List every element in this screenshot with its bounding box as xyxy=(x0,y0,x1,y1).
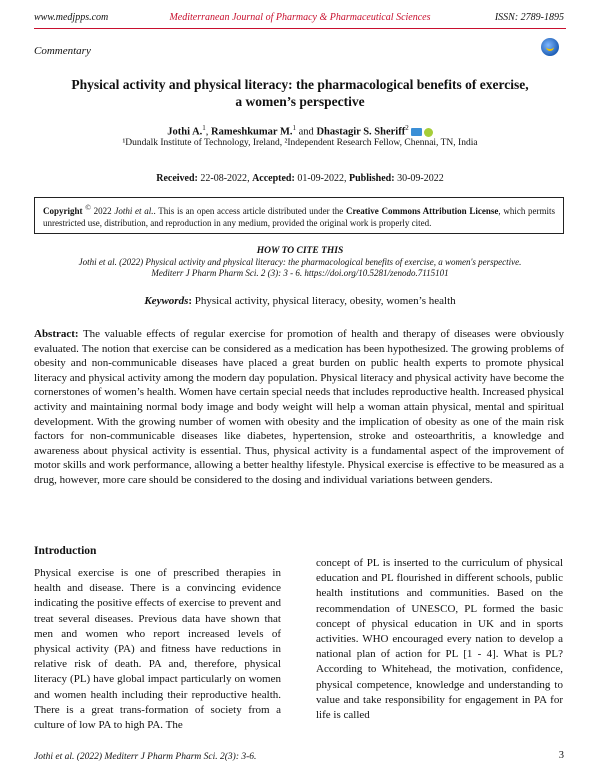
cite-text xyxy=(60,257,540,279)
introduction-heading: Introduction xyxy=(34,545,97,557)
keywords xyxy=(0,295,600,307)
author-1: Jothi A. xyxy=(167,126,203,138)
author-1-affil: 1 xyxy=(202,124,206,132)
accepted-date: 01-09-2022 xyxy=(297,173,344,184)
orcid-icon[interactable] xyxy=(424,128,433,137)
journal-logo-icon xyxy=(541,38,559,56)
introduction-left-column: Physical exercise is one of prescribed therapies in health and disease. There is a convincing evidence indicating the positive effects of exercise to prevent and treat several diseases. Previous data have shown that men and women who report increased levels of physical activity (PA) and fitness have reductions in relative risk of death. PA and, therefore, physical literacy (PL) have global impact particularly on women and women health including their reproductive health. There is a great trans-formation of society from a culture of low PA to high PA. The xyxy=(34,567,281,732)
keywords-text: Physical activity, physical literacy, obesity, women’s health xyxy=(194,295,456,307)
affiliations: ¹Dundalk Institute of Technology, Ireland, ²Independent Research Fellow, Chennai, TN, India xyxy=(122,138,478,148)
header-rule xyxy=(34,28,566,29)
author-2: Rameshkumar M. xyxy=(211,126,293,138)
title-line-2: a women’s perspective xyxy=(235,94,365,109)
abstract-label: Abstract: xyxy=(34,328,79,340)
article-title xyxy=(40,76,560,110)
author-list xyxy=(0,124,600,138)
copyright-year: 2022 xyxy=(93,206,112,216)
author-separator-1: , xyxy=(205,126,212,138)
cite-line-2[interactable]: Mediterr J Pharm Pharm Sci. 2 (3): 3 - 6. https://doi.org/10.5281/zenodo.7115101 xyxy=(151,268,449,278)
copyright-label: Copyright xyxy=(43,206,83,216)
email-icon[interactable] xyxy=(411,128,422,136)
journal-name: Mediterranean Journal of Pharmacy & Pharmaceutical Sciences xyxy=(169,12,431,23)
article-type: Commentary xyxy=(34,45,91,57)
abstract xyxy=(34,327,564,488)
page-number: 3 xyxy=(558,750,564,761)
abstract-text: The valuable effects of regular exercise for promotion of health and therapy of diseases were obviously evaluated. The notion that exercise can be considered as a medication has been hypothesized. The growing problems of obesity and non-communicable diseases have placed a great burden on public health experts to promote physical literacy and physical activity among the modern day population. Physical literacy and physical activity have become the cornerstones of women’s health. Women have certain special needs that includes reproductive health. Increased physical activity and maintaining normal body image and body weight will help a woman attain physical, mental and spiritual development. With the growing number of women with obesity and the implication of obesity as one of the main risk factors for non-communicable diseases like diabetes, hypertension, stroke and osteoarthritis, a knowledge and awareness about physical activity is essential. Thus, physical activity is a fundamental aspect of the improvement of motor skills and work performance, allowing a better healthy lifestyle. Physical exercise is effective to be measured as a drug, however, more care should be considered to the dosing and individual variations between genders. xyxy=(34,328,564,486)
journal-issn: ISSN: 2789-1895 xyxy=(494,12,564,23)
copyright-text-pre: . This is an open access article distributed under the xyxy=(153,206,344,216)
title-line-1: Physical activity and physical literacy: the pharmacological benefits of exercise, xyxy=(71,77,529,92)
published-date: 30-09-2022 xyxy=(397,173,444,184)
copyright-holder: Jothi et al. xyxy=(114,206,154,216)
author-3-affil: 2 xyxy=(405,124,409,132)
introduction-right-column: concept of PL is inserted to the curriculum of physical education and PL flourished in different schools, public health institutions and communities. Based on the recommendation of UNESCO, PL formed the basic concept of physical education in UK and in sports activities. WHO encouraged every nation to develop a national plan of action for PL [1 - 4]. What is PL? According to Whitehead, the motivation, confidence, physical competence, knowledge and understanding to value and take responsibility for engagement in PA for life is called xyxy=(316,557,563,722)
author-3: Dhastagir S. Sheriff xyxy=(316,126,406,138)
published-label: Published: xyxy=(349,173,395,184)
author-2-affil: 1 xyxy=(292,124,297,132)
article-dates: Received: 22-08-2022, Accepted: 01-09-2022, Published: 30-09-2022 xyxy=(156,173,444,184)
copyright-text-post: , which permits unrestricted use, distribution, and reproduction in any medium, provided the original work is properly cited. xyxy=(43,206,556,228)
accepted-label: Accepted: xyxy=(252,173,295,184)
cite-heading: HOW TO CITE THIS xyxy=(256,246,344,256)
cite-line-1: Jothi et al. (2022) Physical activity and physical literacy: the pharmacological benefits of exercise, a women's perspective. xyxy=(78,257,522,267)
keywords-colon: : xyxy=(188,295,193,307)
copyright-symbol: © xyxy=(85,203,91,212)
footer-citation: Jothi et al. (2022) Mediterr J Pharm Pharm Sci. 2(3): 3-6. xyxy=(34,752,257,762)
journal-website: www.medjpps.com xyxy=(34,12,109,23)
received-date: 22-08-2022 xyxy=(200,173,248,184)
received-label: Received: xyxy=(156,173,198,184)
keywords-label: Keywords xyxy=(144,295,189,307)
license-link[interactable]: Creative Commons Attribution License xyxy=(345,206,499,216)
author-separator-2: and xyxy=(296,126,317,138)
copyright-box xyxy=(34,197,564,234)
